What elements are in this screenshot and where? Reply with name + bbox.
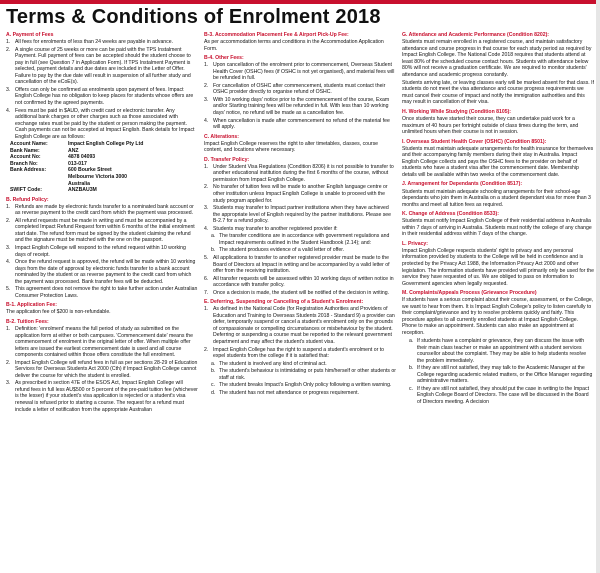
item-number: 1. bbox=[6, 325, 11, 332]
item-text: Once a decision is made, the student will be notified of the decision in writing. bbox=[213, 289, 390, 296]
item-number: 2. bbox=[6, 359, 11, 366]
item-text: With 10 working days' notice prior to the commencement of the course, Exam and/or Starting training fees will be refunded in full. With less than 10 working days' notice, no refund will be made as a cancellation fee. bbox=[213, 96, 390, 117]
section-text: As per accommodation terms and conditions in the Accommodation Application Form. bbox=[204, 39, 384, 52]
column-2 bbox=[204, 32, 396, 573]
section-heading: K. Change of Address (Condition 8533): bbox=[402, 211, 499, 218]
item-text: Impact English College will refund fees in full as per sections 28-29 of Education Services for Overseas Students Act 2000 (Cth) if Impact English College cannot deliver the course for which the student is enrolled. bbox=[15, 359, 198, 379]
bank-row bbox=[10, 187, 198, 194]
list-item bbox=[204, 347, 396, 360]
item-text: No transfer of tuition fees will be made to another English language centre or other institution unless Impact English College is unable to proceed with the study program applied for. bbox=[213, 184, 388, 204]
section-accommodation-fee bbox=[204, 32, 396, 52]
list-item bbox=[6, 245, 198, 258]
item-number: 6. bbox=[204, 275, 209, 282]
item-text: As prescribed in section 47E of the ESOS Act, Impact English College will refund fees in full less AU$500 or 5 percent of the pre-paid tuition fee (whichever is the lesser) if your student's visa application is rejected or a student's visa renewal is refused prior to starting a course. The request for a refund must include a letter of notification from the appropriate Australian bbox=[15, 380, 198, 413]
item-number: 1. bbox=[6, 203, 11, 210]
item-number: 7. bbox=[204, 289, 209, 296]
list-item bbox=[6, 286, 198, 299]
item-number: 4. bbox=[204, 225, 209, 232]
section-transfer-policy bbox=[204, 157, 396, 296]
sub-item bbox=[204, 247, 396, 254]
list-item bbox=[6, 360, 198, 380]
list-item bbox=[204, 62, 396, 82]
item-number: 4. bbox=[6, 259, 11, 266]
item-number: 2. bbox=[6, 46, 11, 53]
section-heading: E. Deferring, Suspending or Cancelling of a Student's Enrolment: bbox=[204, 299, 364, 306]
section-heading: G. Attendance and Academic Performance (Condition 8202): bbox=[402, 32, 550, 38]
sub-item bbox=[204, 390, 396, 397]
item-text: The transfer conditions are in accordance with government regulations and Impact requirements outlined in the Student Handbook (2.14); and: bbox=[219, 233, 390, 246]
sub-item bbox=[402, 386, 594, 406]
list-item bbox=[6, 47, 198, 86]
item-number: a. bbox=[211, 233, 216, 240]
item-text: Impact English College has the right to suspend a student's enrolment or to expel students from the college if it is satisfied that: bbox=[213, 346, 385, 360]
item-text: Fees must be paid in $AUD, with credit card or electronic transfer. Any additional bank charges or other charges such as those associated with exchange rates must be paid by the student or person making the payment. Cash payments can not be accepted at Impact English. Bank details for Impact English College are as follows: bbox=[15, 107, 195, 140]
section-heading: J. Arrangement for Dependants (Condition 8517): bbox=[402, 181, 523, 188]
section-heading: L. Privacy: bbox=[402, 240, 429, 247]
list-item bbox=[204, 97, 396, 117]
right-edge bbox=[596, 0, 600, 573]
item-number: 1. bbox=[204, 62, 209, 69]
section-other-fees bbox=[204, 55, 396, 131]
item-number: 4. bbox=[204, 117, 209, 124]
item-number: c. bbox=[409, 385, 413, 392]
list-item bbox=[204, 226, 396, 233]
section-text: Once students have started their course, they can undertake paid work for a maximum of 40 hours per fortnight outside of class times during the term, and unlimited hours when their course is not in session. bbox=[402, 116, 579, 136]
section-text: Students arriving late, or leaving classes early will be marked absent for that class. If students do not meet the visa attendance and course progress requirements we must cancel their course of impact and notify the immigration authorities and this may result in cancellation of their visa. bbox=[402, 79, 594, 106]
item-number: 3. bbox=[204, 96, 209, 103]
section-heading: B-1. Application Fee: bbox=[6, 302, 57, 309]
sub-item bbox=[402, 365, 594, 385]
list-item bbox=[6, 108, 198, 141]
item-number: 3. bbox=[6, 244, 11, 251]
bank-value: 4878 04093 bbox=[68, 154, 96, 161]
bank-label: Branch No: bbox=[10, 160, 38, 167]
item-number: 2. bbox=[204, 184, 209, 191]
item-text: Upon cancellation of the enrolment prior to commencement, Overseas Student Health Cover (OSHC) fees (if OSHC is not yet organised), and material fees will be refunded in full. bbox=[213, 62, 395, 82]
columns bbox=[6, 32, 594, 573]
item-number: 5. bbox=[204, 254, 209, 261]
section-privacy bbox=[402, 241, 594, 287]
item-number: 3. bbox=[6, 86, 11, 93]
section-text: Students must notify Impact English College of their residential address in Australia within 7 days of arriving in Australia. Students must notify the college of any change in their residential address within 7 days of the change. bbox=[402, 218, 592, 238]
section-alterations bbox=[204, 134, 396, 154]
item-number: 3. bbox=[6, 380, 11, 387]
section-heading: B-3. Accommodation Placement Fee & Airport Pick-Up Fee: bbox=[204, 32, 349, 38]
list-item bbox=[6, 39, 198, 46]
section-text: Impact English College respects students' right to privacy and any personal information provided by students to the College will be held in confidence and is protected by the Privacy Act 1988, the Information Privacy Act 2000 and other legislation. The information students have provided will primarily only be used for the service they have requested of us. We are obliged to pass on information to Government agencies when legally requested. bbox=[402, 247, 594, 287]
bank-value: 013-017 bbox=[68, 160, 87, 167]
item-text: When cancellation is made after commencement no refund of the material fee will apply. bbox=[213, 117, 390, 131]
section-deferring-suspending bbox=[204, 299, 396, 396]
item-text: Impact English College will respond to the refund request within 10 working days of receipt. bbox=[15, 244, 186, 258]
bank-value: Australia bbox=[68, 180, 90, 187]
bank-label: Account Name: bbox=[10, 141, 48, 148]
item-number: 1. bbox=[6, 39, 11, 46]
section-change-of-address bbox=[402, 211, 594, 238]
item-text: The student's behaviour is intimidating or puts him/herself or other students or staff at risk. bbox=[219, 368, 396, 381]
page-title: Terms & Conditions of Enrolment 2018 bbox=[6, 6, 381, 28]
section-heading: D. Transfer Policy: bbox=[204, 156, 250, 163]
section-text: If students have a serious complaint about their course, assessment, or the College, we want to hear from them. It is Impact English College's policy to listen carefully to their complaint/grievance and try to resolve problems quickly and fairly. This procedure applies to all currently enrolled students at Impact English College. Phone to make an appointment. Students can also make an appointment at reception. bbox=[402, 297, 594, 336]
section-payment-of-fees bbox=[6, 32, 198, 194]
section-heading: B. Refund Policy: bbox=[6, 196, 49, 203]
item-text: All transfer requests will be assessed within 10 working days of written notice in accordance with transfer policy. bbox=[213, 275, 394, 289]
item-text: Students may transfer to another registered provider if: bbox=[213, 225, 338, 232]
item-text: If they are still not satisfied, they should put the case in writing to the Impact English College Board of Directors. The case will be discussed in the Board of Directors meeting. A decision bbox=[417, 385, 590, 405]
list-item bbox=[6, 380, 198, 413]
section-refund-policy bbox=[6, 197, 198, 300]
item-text: Students may transfer to Impact partner institutions when they have achieved the appropriate level of English required by the partner institutions. Please see B-2.7 for a refund policy. bbox=[213, 205, 392, 225]
sub-item bbox=[402, 338, 594, 364]
item-number: b. bbox=[409, 365, 414, 372]
item-text: Under Student Visa Regulations (Condition 8206) it is not possible to transfer to another educational institution during the first 6 months of the course, without permission from Impact English College. bbox=[213, 163, 394, 183]
section-application-fee bbox=[6, 302, 198, 316]
item-text: The student breaks Impact's English Only policy following a written warning. bbox=[219, 382, 392, 389]
section-dependants bbox=[402, 181, 594, 208]
top-rule bbox=[0, 0, 600, 4]
section-oshc bbox=[402, 139, 594, 179]
list-item bbox=[204, 290, 396, 297]
item-number: 2. bbox=[204, 82, 209, 89]
column-3 bbox=[402, 32, 594, 573]
item-number: c. bbox=[211, 382, 215, 389]
item-number: 4. bbox=[6, 107, 11, 114]
section-heading: A. Payment of Fees bbox=[6, 32, 54, 38]
item-number: a. bbox=[211, 360, 216, 367]
item-number: a. bbox=[409, 338, 414, 345]
bank-label: SWIFT Code: bbox=[10, 187, 42, 194]
sub-item bbox=[204, 233, 396, 246]
bank-label: Bank Address: bbox=[10, 167, 47, 174]
item-text: As defined in the National Code (for Registration Authorities and Providers of Education and Training to Overseas Students 2018 - Standard 9) a provider can defer, temporarily suspend or cancel a student's enrolment only on the grounds of compassionate or compelling circumstances or misbehaviour by the student. Deferring or suspending a course must be reported to the relevant government department and may affect the student's student visa. bbox=[213, 306, 395, 346]
item-number: 1. bbox=[204, 163, 209, 170]
item-text: All refund requests must be made in writing and must be accompanied by a completed Impact Refund Request form within 6 months of the initial enrolment start date. The refund form must be signed by the student claiming the refund and the signature must be matched with the one on the passport. bbox=[15, 217, 195, 244]
bank-value: ANZ bbox=[68, 147, 79, 154]
section-heading: H. Working While Studying (Condition 8105): bbox=[402, 109, 511, 116]
sub-item bbox=[204, 368, 396, 381]
list-item bbox=[204, 205, 396, 225]
list-item bbox=[204, 118, 396, 131]
section-text: Impact English College reserves the right to alter timetables, classes, course content, and locations where necessary. bbox=[204, 140, 379, 154]
item-number: 2. bbox=[204, 346, 209, 353]
section-attendance bbox=[402, 32, 594, 106]
section-text: The application fee of $200 is non-refundable. bbox=[6, 309, 111, 316]
bank-value: Melbourne Victoria 3000 bbox=[68, 173, 128, 180]
item-number: 3. bbox=[204, 205, 209, 212]
section-heading: C. Alterations: bbox=[204, 133, 239, 140]
list-item bbox=[6, 259, 198, 285]
bank-value: ANZBAU3M bbox=[68, 187, 97, 194]
item-text: A single course of 25 weeks or more can be paid with the TPS Instalment Payment. Full payment of fees can be accepted should the student choose to pay in full (see Question 7 in Application Form). If TPS Instalment Payment is selected, payment details and due dates are included in the Letter of Offer. Failure to pay by the due date will result in suspension of all further study and cancellation of the eCoE(s). bbox=[15, 46, 191, 86]
item-text: Refunds are made by electronic funds transfer to a nominated bank account or as reverse payment to the credit card from which the payment was processed. bbox=[15, 203, 194, 217]
list-item bbox=[204, 306, 396, 345]
item-text: All applications to transfer to another registered provider must be made to the Board of Directors at Impact in writing and be accompanied by a valid letter of offer from the receiving institution. bbox=[213, 254, 390, 275]
item-text: This agreement does not remove the right to take further action under Australian Consumer Protection Laws. bbox=[15, 286, 198, 299]
section-heading: B-4. Other Fees: bbox=[204, 55, 244, 62]
item-number: b. bbox=[211, 368, 216, 375]
section-tuition-fees bbox=[6, 319, 198, 413]
item-text: The student has not met attendance or progress requirement. bbox=[219, 389, 360, 396]
list-item bbox=[6, 218, 198, 244]
item-number: d. bbox=[211, 389, 216, 396]
item-text: If students have a complaint or grievance, they can discuss the issue with their main class teacher or make an appointment with a student services counsellor about the complaint. They may be able to help students resolve the problem immediately. bbox=[417, 338, 587, 364]
item-number: 2. bbox=[6, 217, 11, 224]
list-item bbox=[204, 276, 396, 289]
section-text: Students must remain enrolled in a registered course, and maintain satisfactory attendance and course progress in that course for each study period as required by Impact English College. The National Code 2018 requires that students attend at least 80% of the scheduled course contact hours. Students with attendance below 80% will not receive a graduation certificate. We are required to monitor students' attendance and academic progress constantly. bbox=[402, 39, 592, 78]
item-number: 5. bbox=[6, 286, 11, 293]
section-text: Students must maintain adequate arrangements for health insurance for themselves and their accompanying family members during their stay in Australia. Impact English College collects and pays the OSHC fees to the provider on behalf of students who have a student visa after the commencement date. Membership details will be available within two weeks of the commencement date. bbox=[402, 145, 594, 178]
section-complaints bbox=[402, 290, 594, 405]
bank-value: Impact English College Pty Ltd bbox=[68, 141, 144, 148]
item-number: 1. bbox=[204, 306, 209, 313]
item-text: The student is involved any kind of criminal act. bbox=[219, 360, 327, 367]
item-text: All fees for enrolments of less than 24 weeks are payable in advance. bbox=[15, 39, 174, 46]
list-item bbox=[6, 326, 198, 359]
bank-value: 600 Bourke Street bbox=[68, 167, 112, 174]
sub-item bbox=[204, 361, 396, 368]
item-text: The student produces evidence of a valid letter of offer. bbox=[219, 247, 345, 254]
list-item bbox=[204, 83, 396, 96]
list-item bbox=[204, 184, 396, 204]
bank-details bbox=[10, 141, 198, 193]
list-item bbox=[204, 164, 396, 184]
sub-item bbox=[204, 382, 396, 389]
list-item bbox=[6, 87, 198, 107]
section-heading: I. Overseas Student Health Cover (OSHC) (Condition 8501): bbox=[402, 138, 547, 145]
bank-label: Bank Name: bbox=[10, 147, 40, 154]
section-heading: B-2. Tuition Fees: bbox=[6, 318, 49, 325]
item-text: Definition: 'enrolment' means the full period of study as submitted on the application form at either or both campuses. 'Commencement date' means the commencement of enrolment in the original letter of offer. When multiple offer letters are issued the earliest commencement date is used and all course components contained within those offers constitute the full enrolment. bbox=[15, 325, 193, 359]
section-text: Students must maintain adequate schooling arrangements for their school-age dependants who join them in Australia on a student dependant visa for more than 3 months and meet all tuition fees as required. bbox=[402, 188, 591, 208]
section-working bbox=[402, 109, 594, 136]
item-text: Once the refund request is approved, the refund will be made within 10 working days from the date of approval by electronic funds transfer to a bank account nominated by the student or as reverse payment to the credit card from which the payment was processed. Bank transfer fees will be deducted. bbox=[15, 259, 196, 285]
item-text: If they are still not satisfied, they may talk to the Academic Manager at the College regarding academic related matters, or the Office Manager regarding administrative matters. bbox=[417, 365, 593, 385]
bank-label: Account No: bbox=[10, 154, 41, 161]
item-text: Offers can only be confirmed as enrolments upon payment of fees. Impact English College has no obligation to keep places for students whose offers are not confirmed by the agreed payments. bbox=[15, 86, 194, 106]
list-item bbox=[204, 255, 396, 275]
list-item bbox=[6, 204, 198, 217]
column-1 bbox=[6, 32, 198, 573]
item-number: b. bbox=[211, 247, 216, 254]
section-heading: M. Complaints/Appeals Process (Grievance Procedure) bbox=[402, 290, 537, 297]
item-text: For cancellation of OSHC after commencement, students must contact their OSHC provider directly to organise refund of OSHC. bbox=[213, 82, 386, 96]
